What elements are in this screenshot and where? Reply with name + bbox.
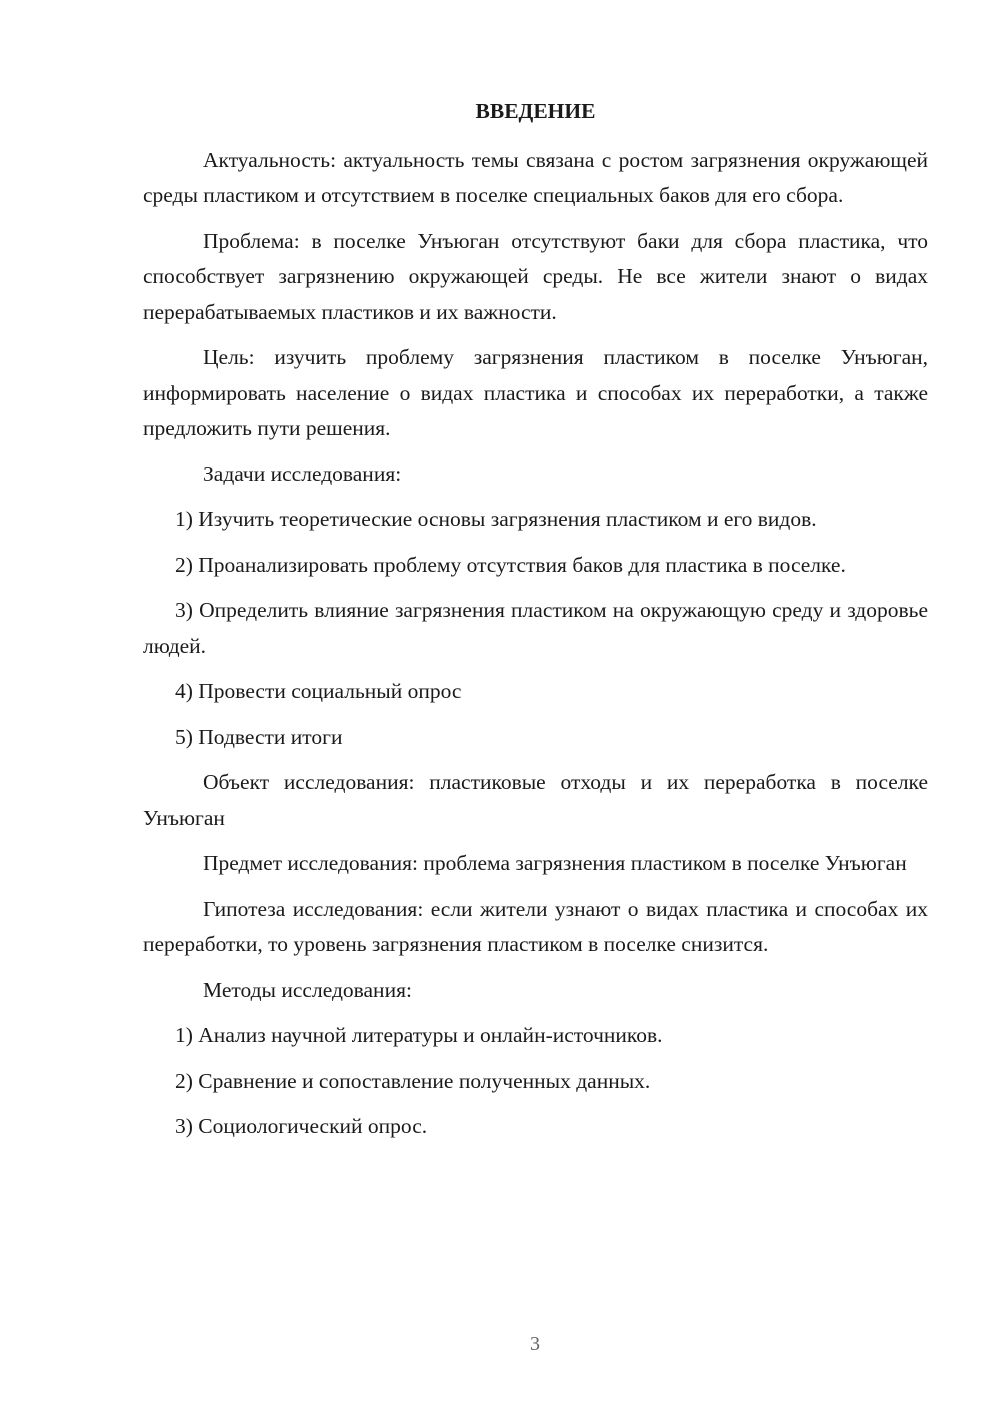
hypothesis-paragraph: Гипотеза исследования: если жители узнают о видах пластика и способах их переработки, то уровень загрязнения пластиком в поселке снизится. [143, 896, 928, 956]
problem-paragraph: Проблема: в поселке Унъюган отсутствуют баки для сбора пластика, что способствует загрязнению окружающей среды. Не все жители знают о видах перерабатываемых пластиков и их важности. [143, 228, 928, 324]
task-item: 2) Проанализировать проблему отсутствия баков для пластика в поселке. [175, 552, 846, 577]
section-title: ВВЕДЕНИЕ [475, 99, 596, 123]
subject-paragraph: Предмет исследования: проблема загрязнения пластиком в поселке Унъюган [203, 851, 907, 875]
task-item: 3) Определить влияние загрязнения пластиком на окружающую среду и здоровье людей. [143, 598, 928, 658]
document-body [143, 94, 928, 1155]
method-item: 1) Анализ научной литературы и онлайн-источников. [175, 1023, 663, 1047]
task-item: 5) Подвести итоги [175, 724, 343, 749]
task-item: 4) Провести социальный опрос [175, 679, 462, 703]
method-item: 2) Сравнение и сопоставление полученных данных. [175, 1068, 651, 1093]
page-number: 3 [530, 1333, 540, 1355]
tasks-heading: Задачи исследования: [203, 461, 402, 486]
object-paragraph: Объект исследования: пластиковые отходы и их переработка в поселке Унъюган [143, 770, 928, 830]
relevance-paragraph: Актуальность: актуальность темы связана с ростом загрязнения окружающей среды пластиком и отсутствием в поселке специальных баков для его сбора. [143, 147, 928, 207]
method-item: 3) Социологический опрос. [175, 1114, 428, 1138]
task-item: 1) Изучить теоретические основы загрязнения пластиком и его видов. [175, 507, 817, 531]
goal-paragraph: Цель: изучить проблему загрязнения пластиком в поселке Унъюган, информировать население о видах пластика и способах их переработки, а также предложить пути решения. [143, 345, 928, 440]
methods-heading: Методы исследования: [203, 977, 412, 1002]
